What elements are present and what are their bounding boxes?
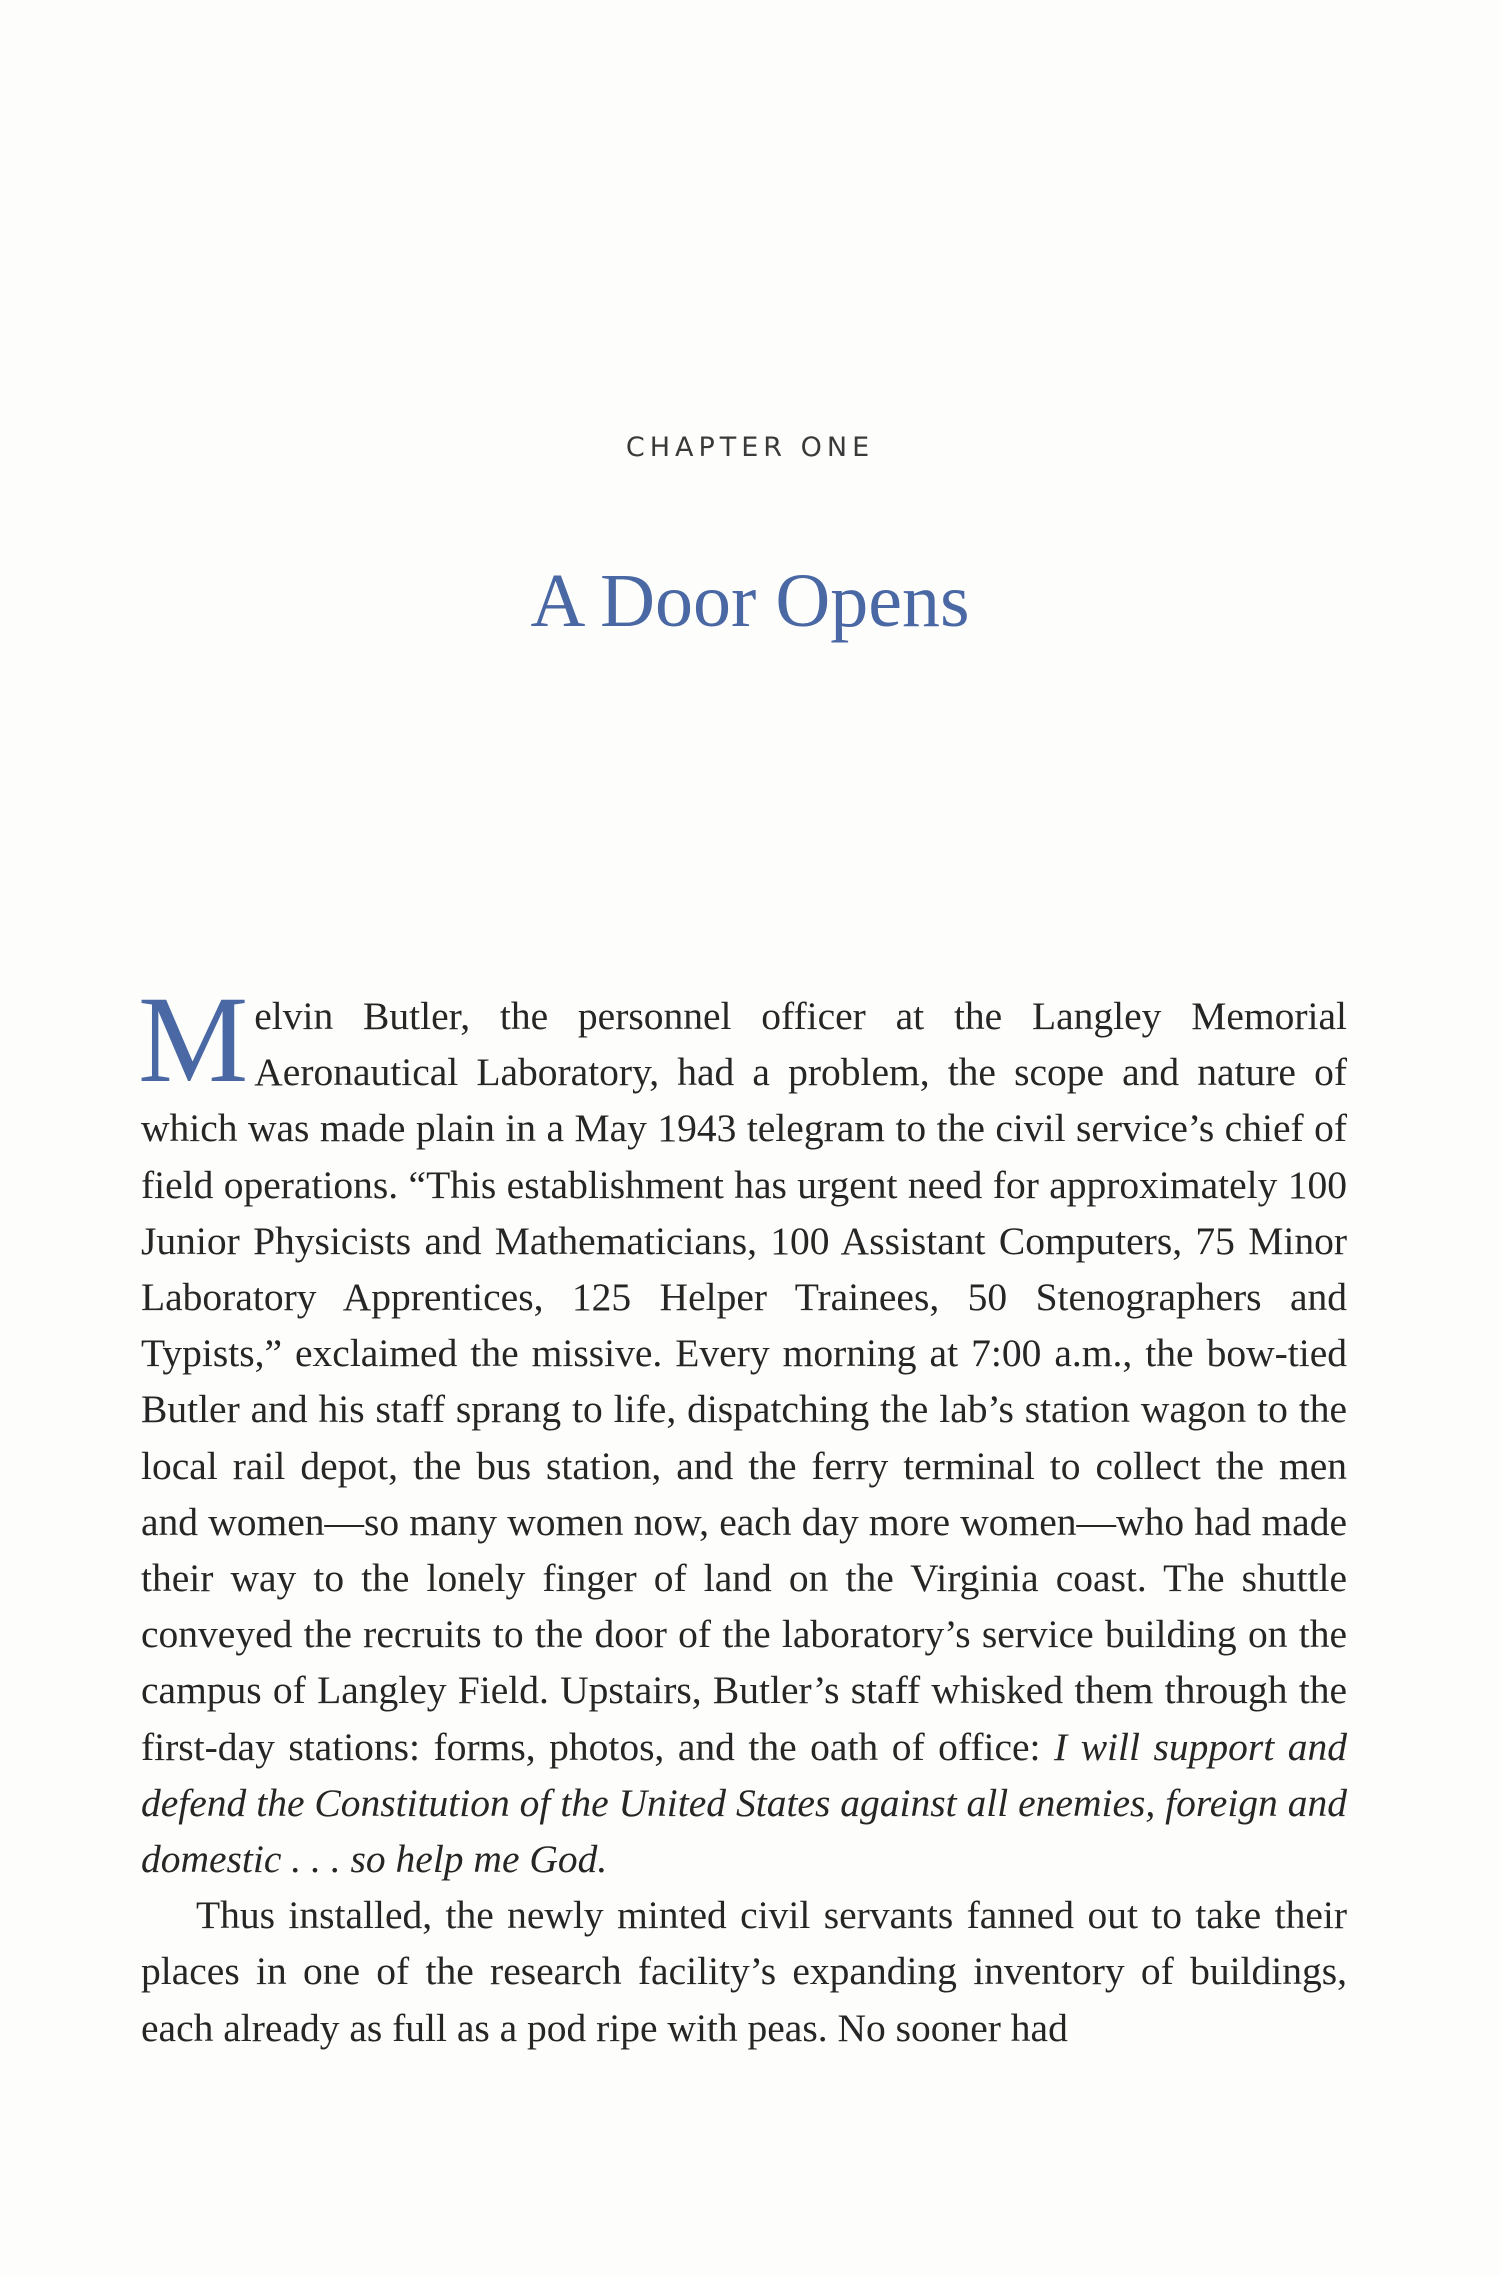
- chapter-title: A Door Opens: [530, 559, 970, 643]
- body-text: [138, 971, 1347, 2056]
- paragraph-2: Thus installed, the newly minted civil servants fanned out to take their places in one of the research facility’s expanding inventory of buildings, each already as full as a pod ripe with peas. No sooner had: [141, 1893, 1347, 2050]
- oath-quote: I will support and defend the Constitution of the United States against all enemies, foreign and domestic . . . so help me God.: [141, 1724, 1347, 1882]
- drop-cap: M: [138, 971, 249, 1108]
- chapter-label: CHAPTER ONE: [625, 432, 875, 463]
- paragraph-1: [138, 971, 1347, 1887]
- paragraph-1-text: elvin Butler, the personnel officer at the Langley Memorial Aeronautical Laboratory, had a problem, the scope and nature of which was made plain in a May 1943 telegram to the civil service’s chief of field operations. “This establishment has urgent need for approximately 100 Junior Physicists and Mathematicians, 100 Assistant Computers, 75 Minor Laboratory Apprentices, 125 Helper Trainees, 50 Stenographers and Typists,” exclaimed the missive. Every morning at 7:00 a.m., the bow-tied Butler and his staff sprang to life, dispatching the lab’s station wagon to the local rail depot, the bus station, and the ferry terminal to collect the men and women—so many women now, each day more women—who had made their way to the lonely finger of land on the Virginia coast. The shuttle conveyed the recruits to the door of the laboratory’s service building on the campus of Langley Field. Upstairs, Butler’s staff whisked them through the first-day stations: forms, photos, and the oath of office:: [141, 994, 1347, 1769]
